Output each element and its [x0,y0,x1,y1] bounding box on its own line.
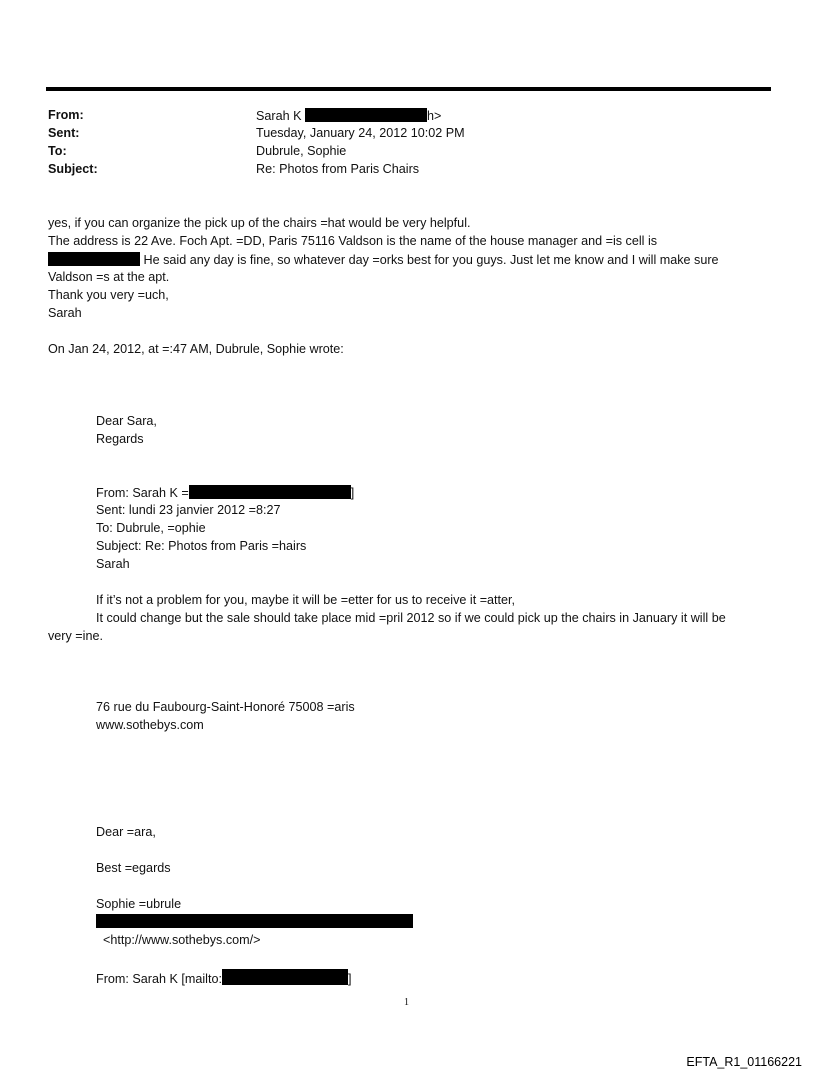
quoted2-para2: It could change but the sale should take place mid =pril 2012 so if we could pick up the chairs in January it will be [96,611,726,625]
quoted1-closing: Regards [96,432,144,446]
quoted3-from-label: From: Sarah K [mailto: [96,972,222,986]
quoted2-subject: Subject: Re: Photos from Paris =hairs [96,539,307,553]
redaction-bar [189,485,351,499]
document-id: EFTA_R1_01166221 [686,1055,802,1069]
quoted2-to: To: Dubrule, =ophie [96,521,206,535]
reply-line-2: The address is 22 Ave. Foch Apt. =DD, Paris 75116 Valdson is the name of the house manager and =is cell is [48,234,658,248]
quoted1-greeting: Dear Sara, [96,414,157,428]
quoted3-from-suffix: ] [347,972,352,986]
quoted3-greeting: Dear =ara, [96,825,156,839]
from-label: From: [48,108,84,122]
subject-value: Re: Photos from Paris Chairs [256,162,420,176]
address-line-1: 76 rue du Faubourg-Saint-Honoré 75008 =aris [96,700,355,714]
from-name: Sarah K [256,109,302,123]
sent-label: Sent: [48,126,80,140]
from-email-suffix: h> [427,109,442,123]
reply-line-3-wrap [48,252,719,267]
to-label: To: [48,144,67,158]
redaction-bar [222,969,348,985]
quoted3-link: <http://www.sothebys.com/> [103,933,261,947]
quoted3-closing: Best =egards [96,861,171,875]
quoted2-name: Sarah [96,557,130,571]
reply-line-5: Thank you very =uch, [48,288,169,302]
quoted3-from [96,969,351,986]
page-number: 1 [404,997,409,1008]
reply-line-1: yes, if you can organize the pick up of the chairs =hat would be very helpful. [48,216,471,230]
header-rule [46,87,771,91]
reply-line-4: Valdson =s at the apt. [48,270,170,284]
redaction-bar [305,108,427,122]
address-line-2: www.sothebys.com [96,718,204,732]
quoted2-para2-cont: very =ine. [48,629,103,643]
quoted2-from [96,485,354,500]
from-value [256,108,441,123]
quoted2-sent: Sent: lundi 23 janvier 2012 =8:27 [96,503,281,517]
quoted2-from-suffix: ] [350,486,355,500]
redaction-bar [96,914,413,928]
quoted3-signature: Sophie =ubrule [96,897,182,911]
sent-value: Tuesday, January 24, 2012 10:02 PM [256,126,465,140]
reply-line-6: Sarah [48,306,82,320]
redaction-bar [48,252,140,266]
quote-intro: On Jan 24, 2012, at =:47 AM, Dubrule, Sophie wrote: [48,342,344,356]
reply-line-3: He said any day is fine, so whatever day =orks best for you guys. Just let me know and I will make sure [143,253,719,267]
quoted2-from-label: From: Sarah K = [96,486,189,500]
subject-label: Subject: [48,162,98,176]
quoted2-para1: If it’s not a problem for you, maybe it will be =etter for us to receive it =atter, [96,593,516,607]
to-value: Dubrule, Sophie [256,144,347,158]
